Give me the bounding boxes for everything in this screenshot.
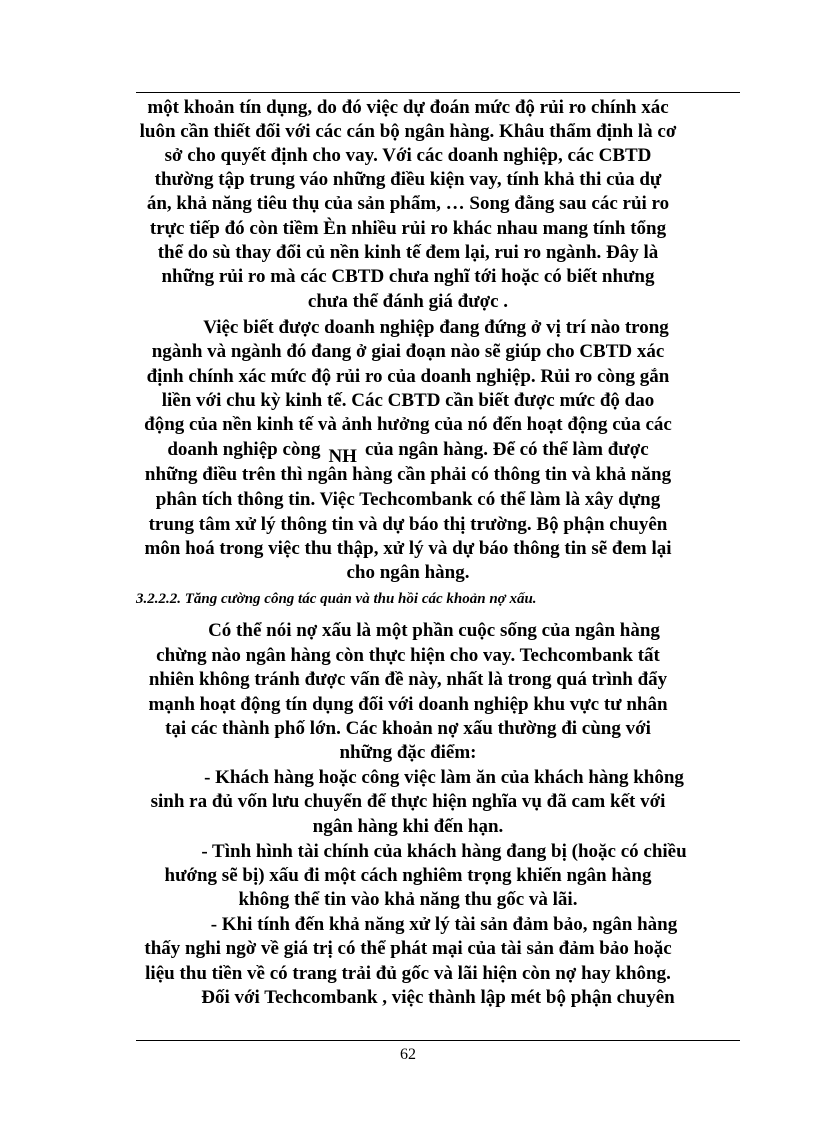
text-line: cho ngân hàng. — [346, 562, 470, 583]
text-line: những điều trên thì ngân hàng cần phải có thông tin và khả năng — [144, 464, 672, 485]
text-line: những đặc điểm: — [339, 742, 477, 763]
text-line: chưa thể đánh giá được . — [307, 291, 509, 312]
text-line: mạnh hoạt động tín dụng đối với doanh nghiệp khu vực tư nhân — [148, 694, 668, 715]
text-fragment: doanh nghiệp còng — [167, 439, 321, 460]
text-line: thể do sù thay đổi củ nền kinh tế đem lại, rui ro ngành. Đây là — [157, 242, 659, 263]
bullet-line: sinh ra đủ vốn lưu chuyển để thực hiện nghĩa vụ đã cam kết với — [150, 791, 666, 812]
text-line: những rủi ro mà các CBTD chưa nghĩ tới hoặc có biết nhưng — [161, 266, 655, 287]
text-line: động của nền kinh tế và ảnh hưởng của nó đến hoạt động của các — [144, 414, 672, 435]
text-line: Có thể nói nợ xấu là một phần cuộc sống của ngân hàng — [208, 620, 660, 641]
text-line: luôn cần thiết đối với các cán bộ ngân hàng. Khâu thẩm định là cơ — [139, 121, 677, 142]
bullet-line: liệu thu tiền về có trang trải đủ gốc và lãi hiện còn nợ hay không. — [145, 963, 671, 984]
text-line: chừng nào ngân hàng còn thực hiện cho vay. Techcombank tất — [156, 645, 660, 666]
nh-mark: NH — [328, 446, 357, 467]
section-heading: 3.2.2.2. Tăng cường công tác quản và thu hồi các khoản nợ xấu. — [136, 591, 537, 607]
bullet-line: ngân hàng khi đến hạn. — [312, 816, 504, 837]
bullet-line: - Tình hình tài chính của khách hàng đang bị (hoặc có chiều — [201, 841, 687, 862]
text-line-with-mark — [0, 438, 816, 467]
footer-rule — [136, 1040, 740, 1041]
text-line: trực tiếp đó còn tiềm Èn nhiều rủi ro khác nhau mang tính tổng — [149, 218, 667, 239]
text-line: môn hoá trong việc thu thập, xử lý và dự báo thông tin sẽ đem lại — [144, 538, 672, 559]
text-line: án, khả năng tiêu thụ của sản phẩm, … Song đằng sau các rủi ro — [146, 193, 670, 214]
text-line: liền với chu kỳ kinh tế. Các CBTD cần biết được mức độ dao — [161, 390, 655, 411]
text-line: phân tích thông tin. Việc Techcombank có thể làm là xây dựng — [155, 489, 661, 510]
page-number: 62 — [400, 1046, 416, 1063]
text-line: tại các thành phố lớn. Các khoản nợ xấu thường đi cùng với — [165, 718, 651, 739]
bullet-line: - Khách hàng hoặc công việc làm ăn của khách hàng không — [204, 767, 684, 788]
bullet-line: hướng sẽ bị) xấu đi một cách nghiêm trọng khiến ngân hàng — [164, 865, 652, 886]
text-line: nhiên không tránh được vấn đề này, nhất là trong quá trình đẩy — [148, 669, 668, 690]
text-line: thường tập trung váo những điều kiện vay, tính khả thi của dự — [154, 169, 662, 190]
text-line: trung tâm xử lý thông tin và dự báo thị trường. Bộ phận chuyên — [148, 514, 668, 535]
header-rule — [136, 92, 740, 93]
text-line: Đối với Techcombank , việc thành lập mét bộ phận chuyên — [201, 987, 675, 1008]
bullet-line: không thể tin vào khả năng thu gốc và lãi. — [238, 889, 578, 910]
text-line: một khoản tín dụng, do đó việc dự đoán mức độ rủi ro chính xác — [147, 97, 669, 118]
text-line: Việc biết được doanh nghiệp đang đứng ở vị trí nào trong — [203, 317, 669, 338]
bullet-line: thấy nghi ngờ về giá trị có thể phát mại của tài sản đảm bảo hoặc — [144, 938, 672, 959]
text-line: định chính xác mức độ rủi ro của doanh nghiệp. Rủi ro còng gắn — [146, 366, 670, 387]
text-line: ngành và ngành đó đang ở giai đoạn nào sẽ giúp cho CBTD xác — [151, 341, 665, 362]
bullet-line: - Khi tính đến khả năng xử lý tài sản đảm bảo, ngân hàng — [210, 914, 678, 935]
text-fragment: của ngân hàng. Để có thể làm được — [364, 439, 649, 460]
text-line: sở cho quyết định cho vay. Với các doanh nghiệp, các CBTD — [164, 145, 652, 166]
